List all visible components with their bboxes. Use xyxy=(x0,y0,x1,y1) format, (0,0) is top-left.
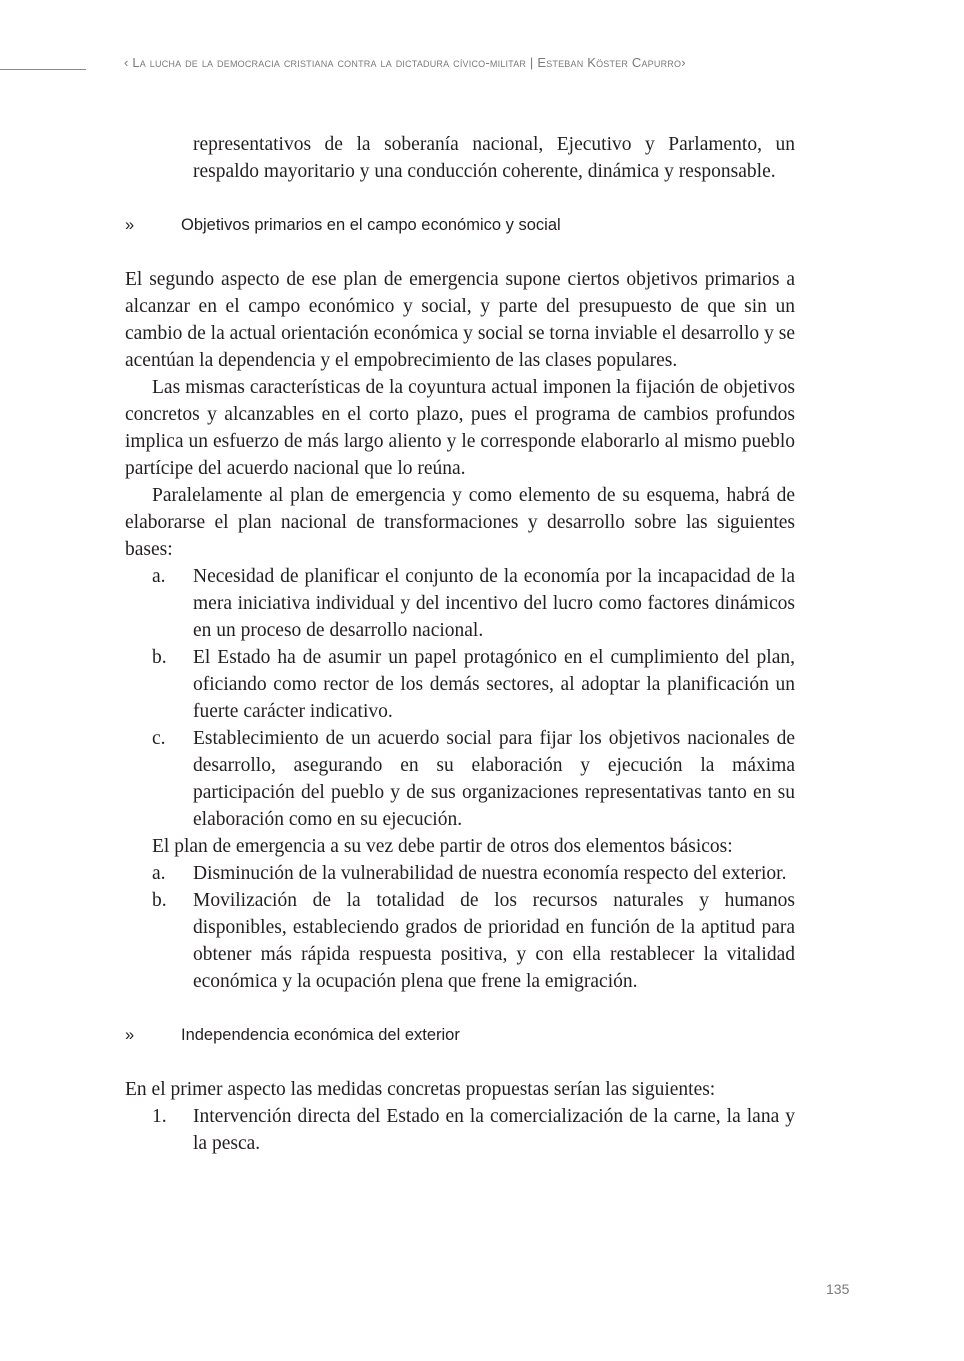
list-item-label: b. xyxy=(152,890,167,911)
paragraph-1: El segundo aspecto de ese plan de emergencia supone ciertos objetivos primarios a alcanzar en el campo económico y social, y parte del presupuesto de que sin un cambio de la actual orientación económica y social se torna inviable el desarrollo y se acentúan la dependencia y el empobrecimiento de las clases populares. xyxy=(125,269,795,371)
list-item xyxy=(125,644,795,725)
measures-list xyxy=(125,1103,795,1157)
section-heading-independencia xyxy=(125,1022,795,1049)
section-heading-objetivos xyxy=(125,212,795,239)
list-item-label: a. xyxy=(152,566,166,587)
paragraph-3: Paralelamente al plan de emergencia y como elemento de su esquema, habrá de elaborarse el plan nacional de transformaciones y desarrollo sobre las siguientes bases: xyxy=(125,485,795,560)
list-item-label: b. xyxy=(152,647,167,668)
paragraph-4: El plan de emergencia a su vez debe partir de otros dos elementos básicos: xyxy=(152,836,733,857)
heading-marker: » xyxy=(125,216,135,234)
list-item-label: a. xyxy=(152,863,166,884)
continued-paragraph: representativos de la soberanía nacional, Ejecutivo y Parlamento, un respaldo mayoritario y una conducción coherente, dinámica y responsable. xyxy=(193,134,795,182)
list-item-label: 1. xyxy=(152,1106,167,1127)
list-item-text: Intervención directa del Estado en la comercialización de la carne, la lana y la pesca. xyxy=(193,1106,795,1154)
list-item xyxy=(125,725,795,833)
list-item xyxy=(125,887,795,995)
running-head: ‹ La lucha de la democracia cristiana contra la dictadura cívico-militar | Esteban Köster Capurro› xyxy=(124,55,686,70)
list-item-text: Disminución de la vulnerabilidad de nuestra economía respecto del exterior. xyxy=(193,863,787,884)
list-item-text: Establecimiento de un acuerdo social para fijar los objetivos nacionales de desarrollo, asegurando en su elaboración y ejecución la máxima participación del pueblo y de sus organizaciones representativas tanto en su elaboración como en su ejecución. xyxy=(193,728,795,830)
list-item-text: Necesidad de planificar el conjunto de la economía por la incapacidad de la mera iniciativa individual y del incentivo del lucro como factores dinámicos en un proceso de desarrollo nacional. xyxy=(193,566,795,641)
paragraph-5: En el primer aspecto las medidas concretas propuestas serían las siguientes: xyxy=(125,1079,716,1100)
elements-list xyxy=(125,860,795,995)
body-text xyxy=(125,131,795,1157)
bases-list xyxy=(125,563,795,833)
list-item-label: c. xyxy=(152,728,166,749)
list-item-text: Movilización de la totalidad de los recursos naturales y humanos disponibles, estableciendo grados de prioridad en función de la aptitud para obtener más rápida respuesta positiva, y con ella restablecer la vitalidad económica y la ocupación plena que frene la emigración. xyxy=(193,890,795,992)
heading-text: Independencia económica del exterior xyxy=(181,1026,460,1044)
heading-marker: » xyxy=(125,1026,135,1044)
heading-text: Objetivos primarios en el campo económico y social xyxy=(181,216,561,234)
list-item xyxy=(125,860,795,887)
list-item xyxy=(125,563,795,644)
paragraph-2: Las mismas características de la coyuntura actual imponen la fijación de objetivos concretos y alcanzables en el corto plazo, pues el programa de cambios profundos implica un esfuerzo de más largo aliento y le corresponde elaborarlo al mismo pueblo partícipe del acuerdo nacional que lo reúna. xyxy=(125,377,795,479)
page-number: 135 xyxy=(826,1281,850,1297)
header-rule xyxy=(0,69,86,70)
list-item-text: El Estado ha de asumir un papel protagónico en el cumplimiento del plan, oficiando como rector de los demás sectores, al adoptar la planificación un fuerte carácter indicativo. xyxy=(193,647,795,722)
list-item xyxy=(125,1103,795,1157)
